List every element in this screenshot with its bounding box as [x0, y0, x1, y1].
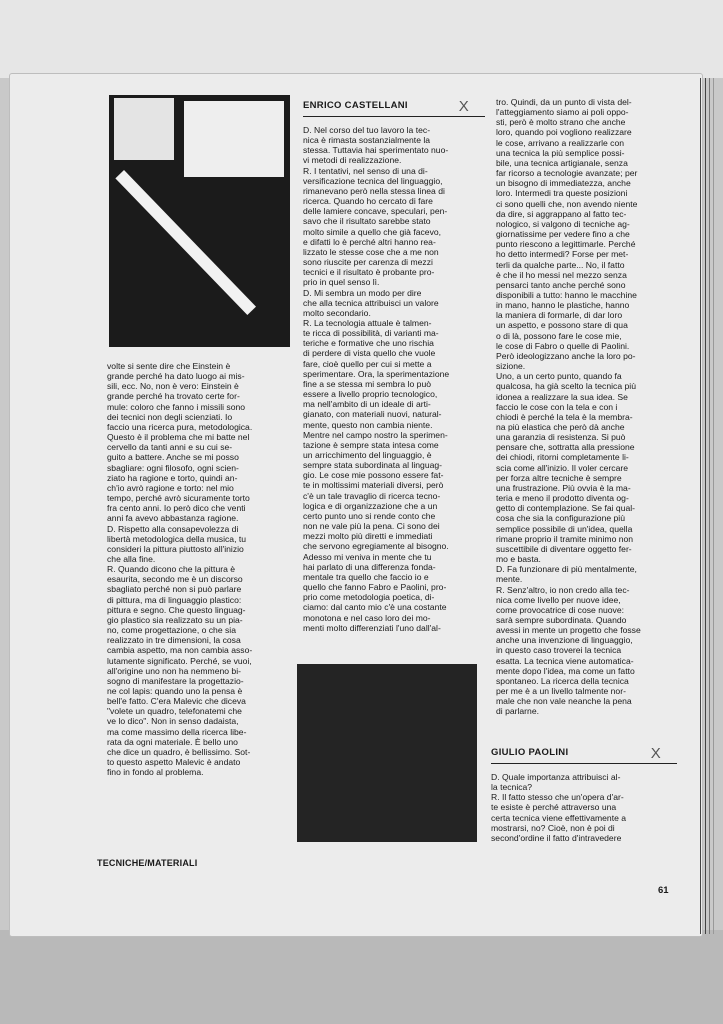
text-line: esatta. La tecnica viene automatica-	[496, 655, 634, 666]
text-line: un bisogno di immediatezza, anche	[496, 178, 631, 189]
text-line: second'ordine il fatto d'intravedere	[491, 832, 622, 843]
section-header-castellani	[303, 96, 485, 117]
text-line: pensare che, sottratta alla pressione	[496, 442, 635, 453]
text-line: Mentre nel campo nostro la sperimen-	[303, 429, 448, 440]
text-line: ricerca. Quando ho cercato di fare	[303, 196, 433, 207]
text-line: te esiste è perché attraverso una	[491, 802, 617, 813]
text-line: realizzato in tre dimensioni, la cosa	[107, 635, 241, 646]
text-column-middle	[303, 125, 488, 633]
text-line: ciamo: dal canto mio c'è una costante	[303, 602, 447, 613]
text-line: che alla tecnica attribuisci un valore	[303, 297, 439, 308]
text-line: lutamente significato. Perché, se vuoi,	[107, 655, 252, 666]
text-line: tecnici e il risultato è probante pro-	[303, 267, 435, 278]
text-line: lizzato le stesse cose che a me non	[303, 246, 439, 257]
text-line: sbagliato perché non si può parlare	[107, 584, 242, 595]
text-line: che alla fine.	[107, 553, 156, 564]
text-line: gianato, con materiali nuovi, natural-	[303, 409, 442, 420]
text-line: ho detto intermedi? Forse per met-	[496, 249, 629, 260]
text-line: cosa che sia la configurazione più	[496, 513, 625, 524]
text-line: giornatissime per vedere fino a che	[496, 229, 630, 240]
text-line: consideri la pittura piuttosto all'inizio	[107, 543, 244, 554]
text-line: R. Senz'altro, io non credo alla tec-	[496, 584, 630, 595]
photo-window-left	[114, 98, 174, 160]
text-line: molto simile a quello che già facevo,	[303, 226, 442, 237]
text-line: o di là, possono fare le cose mie,	[496, 330, 622, 341]
text-line: fra cento anni. Io però dico che venti	[107, 503, 246, 514]
text-line: per me è a un livello talmente nor-	[496, 686, 626, 697]
text-line: Però ideologizzano anche la loro po-	[496, 350, 636, 361]
text-line: teriche e formative che uno rischia	[303, 338, 434, 349]
text-line: rata da ogni materiale. È bello uno	[107, 736, 238, 747]
text-line: grande perché ha trovato certe for-	[107, 391, 240, 402]
text-line: savo che il risultato sarebbe stato	[303, 216, 431, 227]
text-line: chiodi è perché la tela è la membra-	[496, 411, 633, 422]
text-line: teria e meno il prodotto diventa og-	[496, 493, 629, 504]
text-line: D. Quale importanza attribuisci al-	[491, 772, 621, 782]
text-line: suscettibile di diventare oggetto fer-	[496, 543, 632, 554]
text-line: hai parlato di una differenza fonda-	[303, 561, 436, 572]
text-line: gio. Le cose mie possono essere fat-	[303, 470, 444, 481]
text-column-right	[496, 97, 686, 717]
text-line: ve lo dico". Non in senso dadaista,	[107, 716, 239, 727]
text-line: fino in fondo al problema.	[107, 767, 204, 778]
text-line: na più elastica che però dà anche	[496, 422, 625, 432]
text-line: vi metodi di realizzazione.	[303, 155, 402, 166]
text-column-right-bottom	[491, 772, 681, 843]
footer-section-label: TECNICHE/MATERIALI	[97, 858, 198, 868]
text-line: Uno, a un certo punto, quando fa	[496, 371, 622, 382]
text-line: da dire, si aggrappano al fatto tec-	[496, 208, 627, 219]
text-line: ci sono quelli che, non avendo niente	[496, 198, 638, 209]
text-line: le cose di Fabro o quelle di Paolini.	[496, 340, 630, 351]
text-line: no, come progettazione, o che sia	[107, 625, 236, 636]
text-line: fine a se stessa mi sembra lo può	[303, 378, 432, 389]
text-line: far ricorso a tecnologie avanzate; per	[496, 168, 638, 179]
text-line: mente, questo non cambia niente.	[303, 419, 433, 430]
text-line: una garanzia di resistenza. Si può	[496, 432, 626, 443]
text-line: spontaneo. La ricerca della tecnica	[496, 675, 629, 686]
text-line: D. Rispetto alla consapevolezza di	[107, 523, 239, 534]
artwork-photo-dark	[297, 664, 477, 842]
text-line: ma come massimo della ricerca libe-	[107, 726, 247, 737]
text-line: pittura e segno. Che questo linguag-	[107, 604, 246, 615]
text-line: di parlarne.	[496, 706, 539, 717]
text-line: R. La tecnologia attuale è talmen-	[303, 317, 432, 328]
text-line: di perdere di vista quello che vuole	[303, 348, 436, 359]
text-line: semplice possibile di un'idea, quella	[496, 523, 633, 534]
text-line: scia come all'inizio. Il voler cercare	[496, 462, 629, 473]
header-cross-mark: X	[650, 745, 661, 762]
text-line: versificazione tecnica del linguaggio,	[303, 175, 443, 186]
text-line: mo e basta.	[496, 554, 541, 565]
text-line: sperimentare. Ora, la sperimentazione	[303, 368, 450, 379]
scan-background-bottom	[0, 930, 723, 1024]
text-line: certo punto uno si rende conto che	[303, 510, 436, 521]
text-line: faccio le cose con la tela e con i	[496, 401, 618, 412]
text-line: fare, cioè quello per cui si mette a	[303, 358, 432, 369]
text-line: R. Quando dicono che la pittura è	[107, 564, 236, 575]
text-line: è che il ho messi nel mezzo senza	[496, 269, 627, 280]
text-line: cambia aspetto, ma non cambia asso-	[107, 645, 253, 656]
text-line: sarà sempre subordinata. Quando	[496, 614, 627, 625]
text-line: ch'io avrò ragione e torto: nel mio	[107, 482, 234, 493]
text-line: bell'e fatto. C'era Malevic che diceva	[107, 696, 246, 707]
header-title: GIULIO PAOLINI	[491, 747, 569, 758]
text-line: te in moltissimi materiali diversi, però	[303, 480, 444, 491]
text-line: cervello da tanti anni e su cui se-	[107, 442, 233, 453]
text-line: nica come livello per nuove idee,	[496, 594, 621, 605]
text-line: R. Il fatto stesso che un'opera d'ar-	[491, 792, 624, 803]
text-column-left	[107, 361, 292, 777]
text-line: le cose, arrivano a realizzarle con	[496, 137, 625, 148]
text-line: D. Fa funzionare di più mentalmente,	[496, 564, 637, 575]
page-number: 61	[658, 885, 669, 896]
text-line: tempo, perché avrò sicuramente torto	[107, 493, 250, 504]
text-line: te ricca di possibilità, di varianti ma-	[303, 328, 439, 339]
text-line: Adesso mi veniva in mente che tu	[303, 551, 432, 562]
text-line: guito a battere. Anche se mi posso	[107, 452, 239, 463]
text-line: qualcosa, ha già scelto la tecnica più	[496, 381, 636, 392]
text-line: dei chiodi, ritorni completamente li-	[496, 452, 629, 463]
text-line: sili, ecc. No, non è vero: Einstein è	[107, 381, 239, 392]
text-line: sogno di manifestare la progettazio-	[107, 675, 244, 686]
text-line: pensarci tanto anche perché sono	[496, 279, 626, 290]
text-line: sbagliare: ogni filosofo, ogni scien-	[107, 462, 239, 473]
text-line: certa tecnica viene effettivamente a	[491, 812, 627, 823]
text-line: Questo è il problema che mi batte nel	[107, 432, 250, 443]
text-line: delle lamiere concave, speculari, pen-	[303, 206, 448, 217]
text-line: gio plastico sia realizzato su un pia-	[107, 614, 243, 625]
text-line: loro, quando poi vogliono realizzare	[496, 127, 632, 138]
text-line: l'atteggiamento siamo ai poli oppo-	[496, 107, 629, 118]
text-line: rimane proprio il tramite minimo non	[496, 533, 634, 544]
text-line: un aspetto, e possono stare di qua	[496, 320, 628, 331]
text-line: menti molto differenziati l'uno dall'al-	[303, 622, 441, 633]
text-line: sizione.	[496, 361, 526, 372]
text-line: molto secondario.	[303, 307, 371, 318]
page-stack-edges	[698, 78, 716, 934]
text-line: loro. Intermedi tra queste posizioni	[496, 188, 628, 199]
text-line: per forza altre tecniche è sempre	[496, 472, 622, 483]
text-line: bile, una tecnica artigianale, senza	[496, 157, 628, 168]
text-line: volte si sente dire che Einstein è	[107, 361, 231, 371]
text-line: in questo caso troverei la tecnica	[496, 645, 622, 656]
text-line: ne col lapis: quando uno la pensa è	[107, 686, 243, 696]
text-line: stessa. Tuttavia hai sperimentato nuo-	[303, 145, 449, 156]
text-line: quello che fanno Fabro e Paolini, pro-	[303, 582, 447, 593]
scan-background-top	[0, 0, 723, 78]
photo-window-right	[184, 101, 284, 177]
text-line: mentale tra quello che faccio io e	[303, 571, 429, 582]
text-line: tazione è sempre stata intesa come	[303, 439, 439, 450]
text-line: esaurita, secondo me è un discorso	[107, 574, 243, 585]
text-line: ma nell'ambito di un ideale di arti-	[303, 399, 431, 410]
text-line: tro. Quindi, da un punto di vista del-	[496, 97, 632, 107]
text-line: terli da qualche parte... No, il fatto	[496, 259, 625, 270]
text-line: prio in quel senso lì.	[303, 277, 380, 288]
text-line: mule: coloro che fanno i missili sono	[107, 401, 246, 412]
text-line: sti, però è molto strano che anche	[496, 117, 626, 128]
text-line: ziato ha ragione e torto, quindi an-	[107, 472, 238, 483]
text-line: nologico, si valgono di tecniche ag-	[496, 218, 630, 229]
text-line: una tecnica la più semplice possi-	[496, 147, 625, 158]
text-line: mezzi molto più diretti e immediati	[303, 531, 433, 542]
text-line: la tecnica?	[491, 782, 533, 793]
text-line: mostrarsi, no? Cioè, non è poi di	[491, 822, 615, 833]
text-line: D. Nel corso del tuo lavoro la tec-	[303, 125, 431, 135]
text-line: logica e di organizzazione che a un	[303, 500, 438, 511]
text-line: male che non vale neanche la pena	[496, 696, 632, 707]
text-line: mente.	[496, 574, 523, 585]
text-line: all'origine uno non ha nemmeno bi-	[107, 665, 241, 676]
header-cross-mark: X	[458, 98, 469, 115]
text-line: libertà metodologica della musica, tu	[107, 533, 247, 544]
text-line: la maniera di formarle, di dar loro	[496, 310, 623, 321]
text-line: prio come metodologia poetica, di-	[303, 592, 435, 603]
text-line: sempre stata subordinata al linguag-	[303, 460, 443, 471]
text-line: grande perché ha dato luogo ai mis-	[107, 371, 245, 382]
text-line: sono riuscite per carenza di mezzi	[303, 257, 433, 268]
text-line: come provocatrice di cose nuove:	[496, 604, 625, 615]
text-line: getto di contemplazione. Se fai qual-	[496, 503, 636, 514]
text-line: che dice un quadro, è bellissimo. Sot-	[107, 746, 251, 757]
text-line: to questo aspetto Malevic è andato	[107, 757, 241, 768]
text-line: una frustrazione. Più ovvia è la ma-	[496, 482, 631, 493]
text-line: D. Mi sembra un modo per dire	[303, 287, 422, 298]
header-title: ENRICO CASTELLANI	[303, 100, 408, 111]
text-line: un arricchimento del linguaggio, è	[303, 450, 432, 460]
text-line: non ne vale più la pena. Ci sono dei	[303, 521, 440, 532]
text-line: anche una invenzione di linguaggio,	[496, 635, 633, 646]
text-line: avessi in mente un progetto che fosse	[496, 625, 641, 636]
text-line: "volete un quadro, telefonatemi che	[107, 706, 242, 717]
text-line: faccio una ricerca pura, metodologica.	[107, 421, 253, 432]
text-line: idonea a realizzare la sua idea. Se	[496, 391, 628, 402]
text-line: rimanevano però nella stessa linea di	[303, 185, 445, 196]
text-line: dei tecnici non degli scienziati. Io	[107, 411, 233, 422]
text-line: monotona e nel caso loro dei mo-	[303, 612, 431, 623]
artwork-photo-top	[109, 95, 290, 347]
text-line: disponibili a tutto: hanno le macchine	[496, 289, 637, 300]
text-line: che servono egregiamente al bisogno.	[303, 541, 449, 552]
text-line: essere a livello proprio tecnologico,	[303, 389, 438, 400]
text-line: e difatti lo è perché altri hanno rea-	[303, 236, 436, 247]
text-line: in mano, hanno le plastiche, hanno	[496, 300, 630, 311]
text-line: R. I tentativi, nel senso di una di-	[303, 165, 428, 176]
photo-diagonal-bar	[115, 170, 256, 315]
section-header-paolini	[491, 743, 677, 764]
text-line: punto riescono a legittimarle. Perché	[496, 239, 636, 250]
text-line: mente dopo l'idea, ma come un fatto	[496, 665, 635, 676]
text-line: anni fa avevo abbastanza ragione.	[107, 513, 239, 524]
text-line: nica è rimasta sostanzialmente la	[303, 135, 431, 146]
text-line: c'è un tale travaglio di ricerca tecno-	[303, 490, 441, 501]
text-line: di pittura, ma di linguaggio plastico:	[107, 594, 242, 605]
